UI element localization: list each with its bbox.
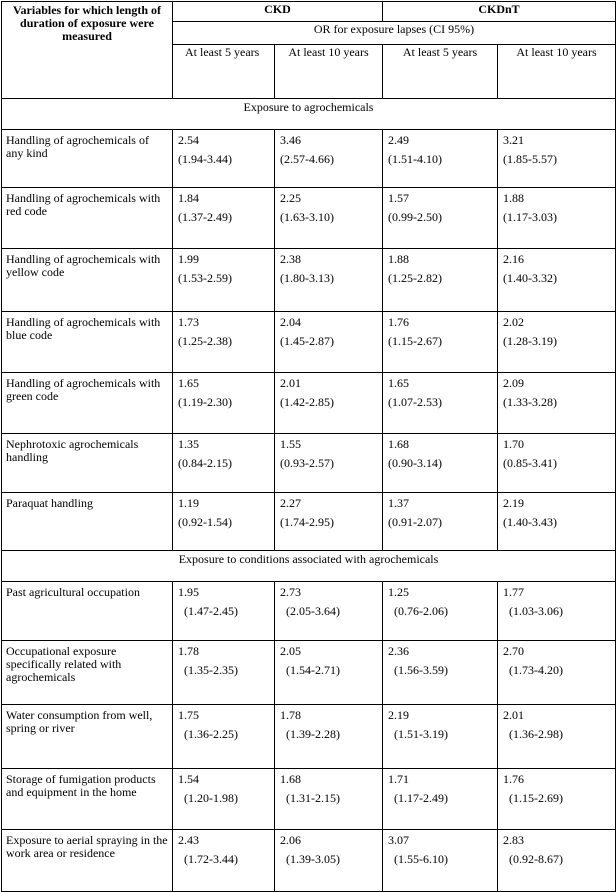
value-cell: [498, 249, 616, 312]
section-title: Exposure to conditions associated with agrochemicals: [2, 551, 616, 582]
table-row: [2, 434, 616, 493]
value-cell: [383, 641, 498, 705]
confidence-interval: (1.56-3.59): [394, 663, 449, 677]
odds-ratio-value: 1.76: [388, 315, 410, 329]
odds-ratio-value: 2.38: [280, 252, 301, 266]
odds-ratio-value: 3.46: [280, 133, 301, 147]
value-cell: [275, 188, 383, 249]
table-row: [2, 493, 616, 551]
variable-column-header: Variables for which length of duration of exposure were measured: [2, 2, 173, 99]
odds-ratio-value: 1.88: [388, 252, 410, 266]
confidence-interval: (0.93-2.57): [280, 456, 334, 470]
odds-ratio-value: 1.55: [280, 437, 301, 451]
value-cell: [498, 312, 616, 373]
value-cell: [275, 769, 383, 830]
confidence-interval: (1.17-2.49): [394, 791, 449, 805]
odds-ratio-value: 2.01: [280, 376, 301, 390]
section-row: [2, 99, 616, 130]
value-cell: [383, 249, 498, 312]
table-row: [2, 312, 616, 373]
confidence-interval: (1.73-4.20): [509, 663, 564, 677]
confidence-interval: (1.55-6.10): [394, 852, 449, 866]
group-header-ckdnt: CKDnT: [383, 2, 616, 22]
confidence-interval: (1.19-2.30): [178, 395, 232, 409]
odds-ratio-value: 2.70: [503, 644, 525, 658]
confidence-interval: (1.17-3.03): [503, 210, 558, 224]
odds-ratio-value: 2.83: [503, 833, 525, 847]
odds-ratio-value: 1.76: [503, 772, 525, 786]
confidence-interval: (1.47-2.45): [184, 604, 238, 618]
section-title: Exposure to agrochemicals: [2, 99, 616, 130]
confidence-interval: (2.57-4.66): [280, 152, 334, 166]
confidence-interval: (1.25-2.38): [178, 334, 232, 348]
odds-ratio-value: 1.78: [280, 708, 301, 722]
value-cell: [498, 830, 616, 892]
value-cell: [383, 705, 498, 769]
odds-ratio-value: 1.78: [178, 644, 199, 658]
odds-ratio-value: 2.09: [503, 376, 525, 390]
odds-ratio-value: 2.19: [503, 496, 525, 510]
table-row: [2, 188, 616, 249]
confidence-interval: (1.39-2.28): [286, 727, 340, 741]
odds-ratio-value: 1.75: [178, 708, 199, 722]
confidence-interval: (1.51-4.10): [388, 152, 443, 166]
table-row: [2, 830, 616, 892]
value-cell: [383, 312, 498, 373]
or-subheader: OR for exposure lapses (CI 95%): [173, 22, 616, 45]
confidence-interval: (1.94-3.44): [178, 152, 232, 166]
row-label: Exposure to aerial spraying in the work area or residence: [2, 830, 173, 892]
value-cell: [498, 582, 616, 641]
odds-ratio-value: 1.65: [388, 376, 410, 390]
value-cell: [275, 312, 383, 373]
value-cell: [275, 373, 383, 434]
odds-ratio-value: 2.27: [280, 496, 301, 510]
confidence-interval: (1.42-2.85): [280, 395, 334, 409]
value-cell: [498, 434, 616, 493]
odds-ratio-value: 1.88: [503, 191, 525, 205]
odds-ratio-value: 2.49: [388, 133, 410, 147]
confidence-interval: (1.72-3.44): [184, 852, 238, 866]
odds-ratio-value: 2.05: [280, 644, 301, 658]
value-cell: [173, 130, 275, 188]
odds-ratio-value: 2.04: [280, 315, 301, 329]
row-label: Nephrotoxic agrochemicals handling: [2, 434, 173, 493]
odds-ratio-value: 1.25: [388, 585, 410, 599]
group-header-ckd: CKD: [173, 2, 383, 22]
odds-ratio-value: 1.37: [388, 496, 410, 510]
confidence-interval: (1.54-2.71): [286, 663, 340, 677]
value-cell: [498, 705, 616, 769]
confidence-interval: (1.40-3.32): [503, 271, 558, 285]
odds-ratio-table: [1, 1, 616, 892]
odds-ratio-value: 2.02: [503, 315, 525, 329]
confidence-interval: (1.45-2.87): [280, 334, 334, 348]
confidence-interval: (2.05-3.64): [286, 604, 340, 618]
section-row: [2, 551, 616, 582]
value-cell: [383, 493, 498, 551]
value-cell: [173, 188, 275, 249]
row-label: Handling of agrochemicals with green code: [2, 373, 173, 434]
odds-ratio-value: 1.19: [178, 496, 199, 510]
odds-ratio-value: 2.36: [388, 644, 410, 658]
table-row: [2, 249, 616, 312]
odds-ratio-value: 2.06: [280, 833, 301, 847]
confidence-interval: (1.03-3.06): [509, 604, 564, 618]
value-cell: [173, 493, 275, 551]
value-cell: [173, 312, 275, 373]
odds-ratio-value: 1.68: [388, 437, 410, 451]
confidence-interval: (1.36-2.98): [509, 727, 564, 741]
row-label: Paraquat handling: [2, 493, 173, 551]
value-cell: [173, 373, 275, 434]
table-row: [2, 769, 616, 830]
value-cell: [173, 769, 275, 830]
value-cell: [275, 641, 383, 705]
confidence-interval: (1.37-2.49): [178, 210, 232, 224]
confidence-interval: (0.84-2.15): [178, 456, 232, 470]
confidence-interval: (0.85-3.41): [503, 456, 558, 470]
confidence-interval: (1.25-2.82): [388, 271, 443, 285]
value-cell: [383, 582, 498, 641]
confidence-interval: (0.99-2.50): [388, 210, 443, 224]
confidence-interval: (0.92-8.67): [509, 852, 564, 866]
row-label: Handling of agrochemicals with red code: [2, 188, 173, 249]
col-header-ckd-5y: At least 5 years: [173, 45, 275, 99]
odds-ratio-value: 1.57: [388, 191, 410, 205]
odds-ratio-value: 1.95: [178, 585, 199, 599]
odds-ratio-value: 1.77: [503, 585, 525, 599]
odds-ratio-value: 2.01: [503, 708, 525, 722]
odds-ratio-value: 1.35: [178, 437, 199, 451]
confidence-interval: (1.80-3.13): [280, 271, 334, 285]
value-cell: [383, 830, 498, 892]
value-cell: [173, 830, 275, 892]
odds-ratio-value: 1.68: [280, 772, 301, 786]
odds-ratio-value: 2.43: [178, 833, 199, 847]
row-label: Occupational exposure specifically related with agrochemicals: [2, 641, 173, 705]
confidence-interval: (1.51-3.19): [394, 727, 449, 741]
confidence-interval: (1.33-3.28): [503, 395, 558, 409]
row-label: Water consumption from well, spring or river: [2, 705, 173, 769]
confidence-interval: (0.92-1.54): [178, 515, 232, 529]
odds-ratio-value: 3.07: [388, 833, 410, 847]
value-cell: [383, 373, 498, 434]
col-header-ckd-10y: At least 10 years: [275, 45, 383, 99]
odds-ratio-value: 2.73: [280, 585, 301, 599]
confidence-interval: (0.90-3.14): [388, 456, 443, 470]
value-cell: [173, 582, 275, 641]
odds-ratio-value: 1.65: [178, 376, 199, 390]
row-label: Handling of agrochemicals with blue code: [2, 312, 173, 373]
confidence-interval: (1.28-3.19): [503, 334, 558, 348]
confidence-interval: (1.15-2.67): [388, 334, 443, 348]
value-cell: [275, 434, 383, 493]
odds-ratio-value: 1.73: [178, 315, 199, 329]
confidence-interval: (1.07-2.53): [388, 395, 443, 409]
value-cell: [173, 705, 275, 769]
odds-ratio-value: 2.19: [388, 708, 410, 722]
confidence-interval: (1.36-2.25): [184, 727, 238, 741]
col-header-ckdnt-5y: At least 5 years: [383, 45, 498, 99]
value-cell: [275, 249, 383, 312]
odds-ratio-value: 2.25: [280, 191, 301, 205]
table-row: [2, 373, 616, 434]
confidence-interval: (1.39-3.05): [286, 852, 340, 866]
value-cell: [498, 493, 616, 551]
value-cell: [498, 373, 616, 434]
value-cell: [275, 493, 383, 551]
confidence-interval: (1.40-3.43): [503, 515, 558, 529]
value-cell: [383, 434, 498, 493]
confidence-interval: (1.53-2.59): [178, 271, 232, 285]
table-row: [2, 582, 616, 641]
row-label: Storage of fumigation products and equipment in the home: [2, 769, 173, 830]
row-label: Handling of agrochemicals with yellow code: [2, 249, 173, 312]
odds-ratio-value: 1.70: [503, 437, 525, 451]
table-row: [2, 130, 616, 188]
odds-ratio-value: 2.16: [503, 252, 525, 266]
confidence-interval: (1.15-2.69): [509, 791, 564, 805]
confidence-interval: (1.20-1.98): [184, 791, 238, 805]
value-cell: [275, 705, 383, 769]
table-row: [2, 705, 616, 769]
value-cell: [498, 641, 616, 705]
odds-ratio-value: 3.21: [503, 133, 525, 147]
value-cell: [383, 769, 498, 830]
odds-ratio-value: 1.84: [178, 191, 199, 205]
odds-ratio-value: 2.54: [178, 133, 199, 147]
confidence-interval: (1.35-2.35): [184, 663, 238, 677]
odds-ratio-value: 1.54: [178, 772, 199, 786]
odds-ratio-value: 1.71: [388, 772, 410, 786]
confidence-interval: (0.76-2.06): [394, 604, 449, 618]
value-cell: [383, 188, 498, 249]
confidence-interval: (0.91-2.07): [388, 515, 443, 529]
value-cell: [173, 249, 275, 312]
confidence-interval: (1.85-5.57): [503, 152, 558, 166]
value-cell: [275, 582, 383, 641]
value-cell: [383, 130, 498, 188]
confidence-interval: (1.31-2.15): [286, 791, 340, 805]
value-cell: [498, 769, 616, 830]
row-label: Past agricultural occupation: [2, 582, 173, 641]
value-cell: [275, 830, 383, 892]
value-cell: [173, 641, 275, 705]
confidence-interval: (1.63-3.10): [280, 210, 334, 224]
col-header-ckdnt-10y: At least 10 years: [498, 45, 616, 99]
value-cell: [498, 130, 616, 188]
row-label: Handling of agrochemicals of any kind: [2, 130, 173, 188]
odds-ratio-value: 1.99: [178, 252, 199, 266]
confidence-interval: (1.74-2.95): [280, 515, 334, 529]
value-cell: [498, 188, 616, 249]
value-cell: [173, 434, 275, 493]
table-row: [2, 641, 616, 705]
value-cell: [275, 130, 383, 188]
